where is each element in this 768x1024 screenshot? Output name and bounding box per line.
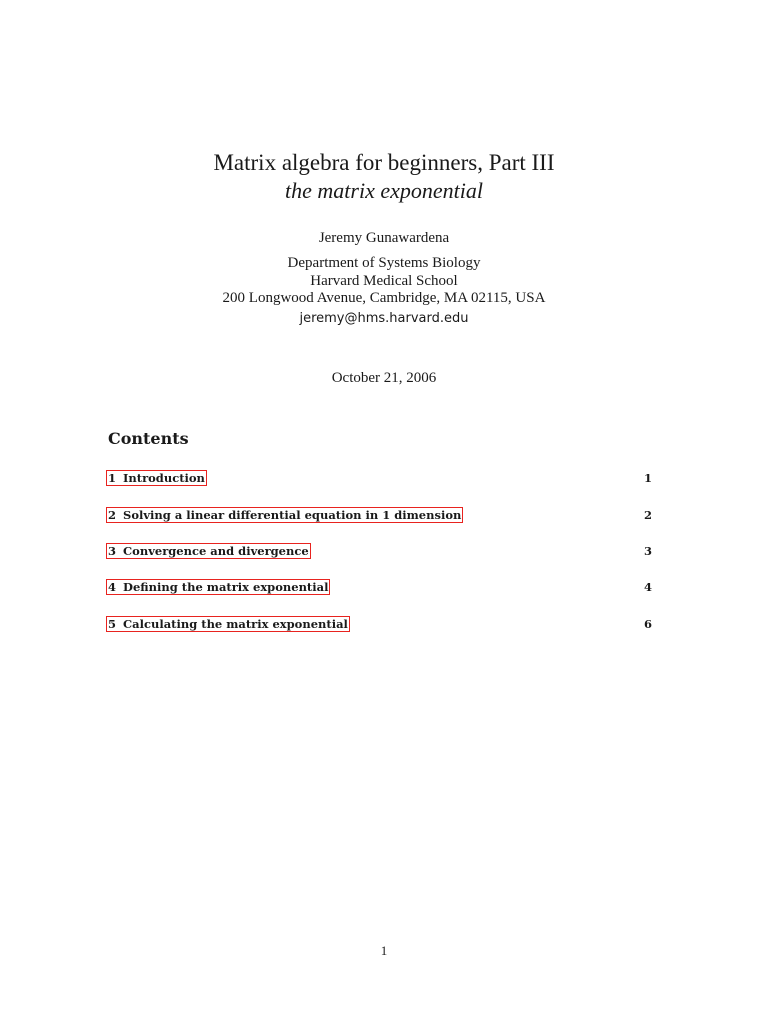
toc-entry-page: 1 bbox=[643, 471, 652, 485]
toc-entry-page: 2 bbox=[643, 508, 652, 522]
toc-link-solving-linear-ode[interactable] bbox=[106, 507, 463, 523]
toc-entry-page: 6 bbox=[643, 617, 652, 631]
toc-entry-title: Calculating the matrix exponential bbox=[123, 617, 348, 631]
document-subtitle: the matrix exponential bbox=[285, 178, 483, 203]
toc-entry-title: Introduction bbox=[123, 471, 205, 485]
toc-entry-4 bbox=[106, 579, 652, 595]
affiliation-block bbox=[0, 255, 768, 330]
toc-entry-3 bbox=[106, 543, 652, 559]
document-date: October 21, 2006 bbox=[331, 370, 437, 386]
toc-entry-title: Convergence and divergence bbox=[123, 544, 309, 558]
toc-link-calculating-matrix-exponential[interactable] bbox=[106, 616, 350, 632]
toc-entry-page: 4 bbox=[643, 580, 652, 594]
affiliation-school: Harvard Medical School bbox=[310, 272, 458, 289]
toc-entry-title: Solving a linear differential equation in 1 dimension bbox=[123, 508, 462, 522]
title-block bbox=[0, 148, 768, 205]
toc-entry-2 bbox=[106, 507, 652, 523]
author-name: Jeremy Gunawardena bbox=[318, 230, 450, 246]
toc-entry-5 bbox=[106, 616, 652, 632]
toc-entry-1 bbox=[106, 470, 652, 486]
document-title: Matrix algebra for beginners, Part III bbox=[213, 150, 555, 175]
toc-entry-number: 4 bbox=[108, 580, 117, 594]
author-email: jeremy@hms.harvard.edu bbox=[299, 310, 469, 326]
toc-entry-number: 2 bbox=[108, 508, 117, 522]
page-number: 1 bbox=[380, 943, 388, 958]
toc-entry-title: Defining the matrix exponential bbox=[123, 580, 329, 594]
toc-entry-number: 5 bbox=[108, 617, 117, 631]
contents-heading: Contents bbox=[108, 429, 189, 448]
toc-entry-page: 3 bbox=[643, 544, 652, 558]
affiliation-address: 200 Longwood Avenue, Cambridge, MA 02115, USA bbox=[222, 290, 546, 306]
toc-link-defining-matrix-exponential[interactable] bbox=[106, 579, 330, 595]
toc-link-introduction[interactable] bbox=[106, 470, 207, 486]
affiliation-department: Department of Systems Biology bbox=[287, 255, 481, 271]
toc-entry-number: 1 bbox=[108, 471, 117, 485]
toc-entry-number: 3 bbox=[108, 544, 117, 558]
toc-link-convergence-divergence[interactable] bbox=[106, 543, 311, 559]
